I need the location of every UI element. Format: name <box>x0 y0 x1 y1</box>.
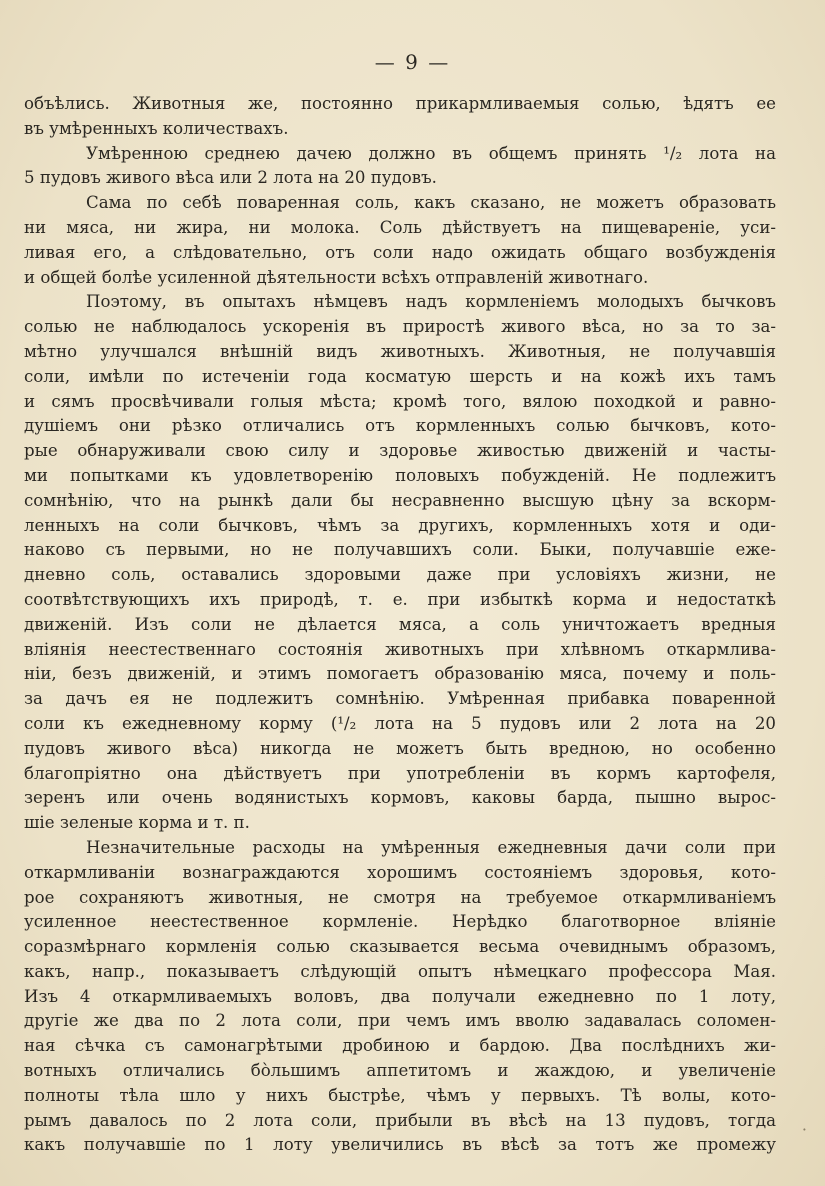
text-line: благопріятно она дѣйствуетъ при употребленіи въ кормъ картофеля, <box>24 763 776 783</box>
text-line: Изъ 4 откармливаемыхъ воловъ, два получали ежедневно по 1 лоту, <box>24 986 776 1006</box>
text-line: сомнѣнію, что на рынкѣ дали бы несравненно высшую цѣну за вскорм- <box>24 490 776 510</box>
text-line: 5 пудовъ живого вѣса или 2 лота на 20 пудовъ. <box>24 168 437 188</box>
text-line: душіемъ они рѣзко отличались отъ кормленныхъ солью бычковъ, кото- <box>24 416 776 436</box>
text-line: шіе зеленые корма и т. п. <box>24 813 250 833</box>
text-line: ная сѣчка съ самонагрѣтыми дробиною и бардою. Два послѣднихъ жи- <box>24 1036 776 1056</box>
text-line: Умѣренною среднею дачею должно въ общемъ принять ¹/₂ лота на <box>86 143 776 163</box>
text-line: Сама по себѣ поваренная соль, какъ сказано, не можетъ образовать <box>86 193 776 213</box>
text-line: другіе же два по 2 лота соли, при чемъ имъ вволю задавалась соломен- <box>24 1011 776 1031</box>
text-line: солью не наблюдалось ускоренія въ приростѣ живого вѣса, но за то за- <box>24 317 776 337</box>
text-line: Незначительные расходы на умѣренныя ежедневныя дачи соли при <box>86 837 776 857</box>
text-line: соли, имѣли по истеченіи года косматую шерсть и на кожѣ ихъ тамъ <box>24 366 776 386</box>
text-line: зеренъ или очень водянистыхъ кормовъ, каковы барда, пышно вырос- <box>24 788 776 808</box>
text-line: объѣлись. Животныя же, постоянно прикармливаемыя солью, ѣдятъ ее <box>24 94 776 113</box>
edge-mark: · <box>801 1120 807 1139</box>
text-line: рые обнаруживали свою силу и здоровье живостью движеній и часты- <box>24 441 776 461</box>
text-line: дневно соль, оставались здоровыми даже при условіяхъ жизни, не <box>24 565 776 585</box>
text-line: соли къ ежедневному корму (¹/₂ лота на 5 пудовъ или 2 лота на 20 <box>24 713 776 733</box>
text-line: ливая его, а слѣдовательно, отъ соли надо ожидать общаго возбужденія <box>24 242 776 262</box>
text-line: въ умѣренныхъ количествахъ. <box>24 118 289 138</box>
text-line: вліянія неестественнаго состоянія животныхъ при хлѣвномъ откармлива- <box>24 639 776 659</box>
text-line: соотвѣтствующихъ ихъ природѣ, т. е. при избыткѣ корма и недостаткѣ <box>24 589 776 609</box>
text-line: какъ, напр., показываетъ слѣдующій опытъ нѣмецкаго профессора Мая. <box>24 961 776 981</box>
text-line: полноты тѣла шло у нихъ быстрѣе, чѣмъ у первыхъ. Тѣ волы, кото- <box>24 1085 776 1105</box>
text-line: и сямъ просвѣчивали голыя мѣста; кромѣ того, вялою походкой и равно- <box>24 391 776 411</box>
text-line: ни мяса, ни жира, ни молока. Соль дѣйствуетъ на пищевареніе, уси- <box>24 217 776 237</box>
text-line: рое сохраняютъ животныя, не смотря на требуемое откармливаніемъ <box>24 887 776 907</box>
text-line: Поэтому, въ опытахъ нѣмцевъ надъ кормленіемъ молодыхъ бычковъ <box>86 292 776 312</box>
text-line: ніи, безъ движеній, и этимъ помогаетъ образованію мяса, почему и поль- <box>24 664 776 684</box>
text-line: и общей болѣе усиленной дѣятельности всѣхъ отправленій животнаго. <box>24 267 649 287</box>
text-line: откармливаніи вознаграждаются хорошимъ состояніемъ здоровья, кото- <box>24 862 776 882</box>
text-line: за дачъ ея не подлежитъ сомнѣнію. Умѣренная прибавка поваренной <box>24 689 776 709</box>
text-line: пудовъ живого вѣса) никогда не можетъ быть вредною, но особенно <box>24 738 776 758</box>
text-line: усиленное неестественное кормленіе. Нерѣдко благотворное вліяніе <box>24 912 776 932</box>
text-line: соразмѣрнаго кормленія солью сказывается весьма очевиднымъ образомъ, <box>24 937 776 957</box>
text-line: мѣтно улучшался внѣшній видъ животныхъ. Животныя, не получавшія <box>24 341 776 361</box>
text-line: рымъ давалось по 2 лота соли, прибыли въ вѣсѣ на 13 пудовъ, тогда <box>24 1110 776 1130</box>
text-line: ленныхъ на соли бычковъ, чѣмъ за другихъ, кормленныхъ хотя и оди- <box>24 515 776 535</box>
text-line: движеній. Изъ соли не дѣлается мяса, а соль уничтожаетъ вредныя <box>24 614 776 634</box>
text-line: какъ получавшіе по 1 лоту увеличились въ вѣсѣ за тотъ же промежу <box>24 1135 776 1155</box>
text-line: ми попытками къ удовлетворенію половыхъ побужденій. Не подлежитъ <box>24 465 776 485</box>
page-body <box>24 92 776 1158</box>
text-line: вотныхъ отличались бо̀льшимъ аппетитомъ и жаждою, и увеличеніе <box>24 1061 776 1081</box>
page-number: — 9 — <box>374 50 451 74</box>
text-line: наково съ первыми, но не получавшихъ соли. Быки, получавшіе еже- <box>24 540 776 560</box>
